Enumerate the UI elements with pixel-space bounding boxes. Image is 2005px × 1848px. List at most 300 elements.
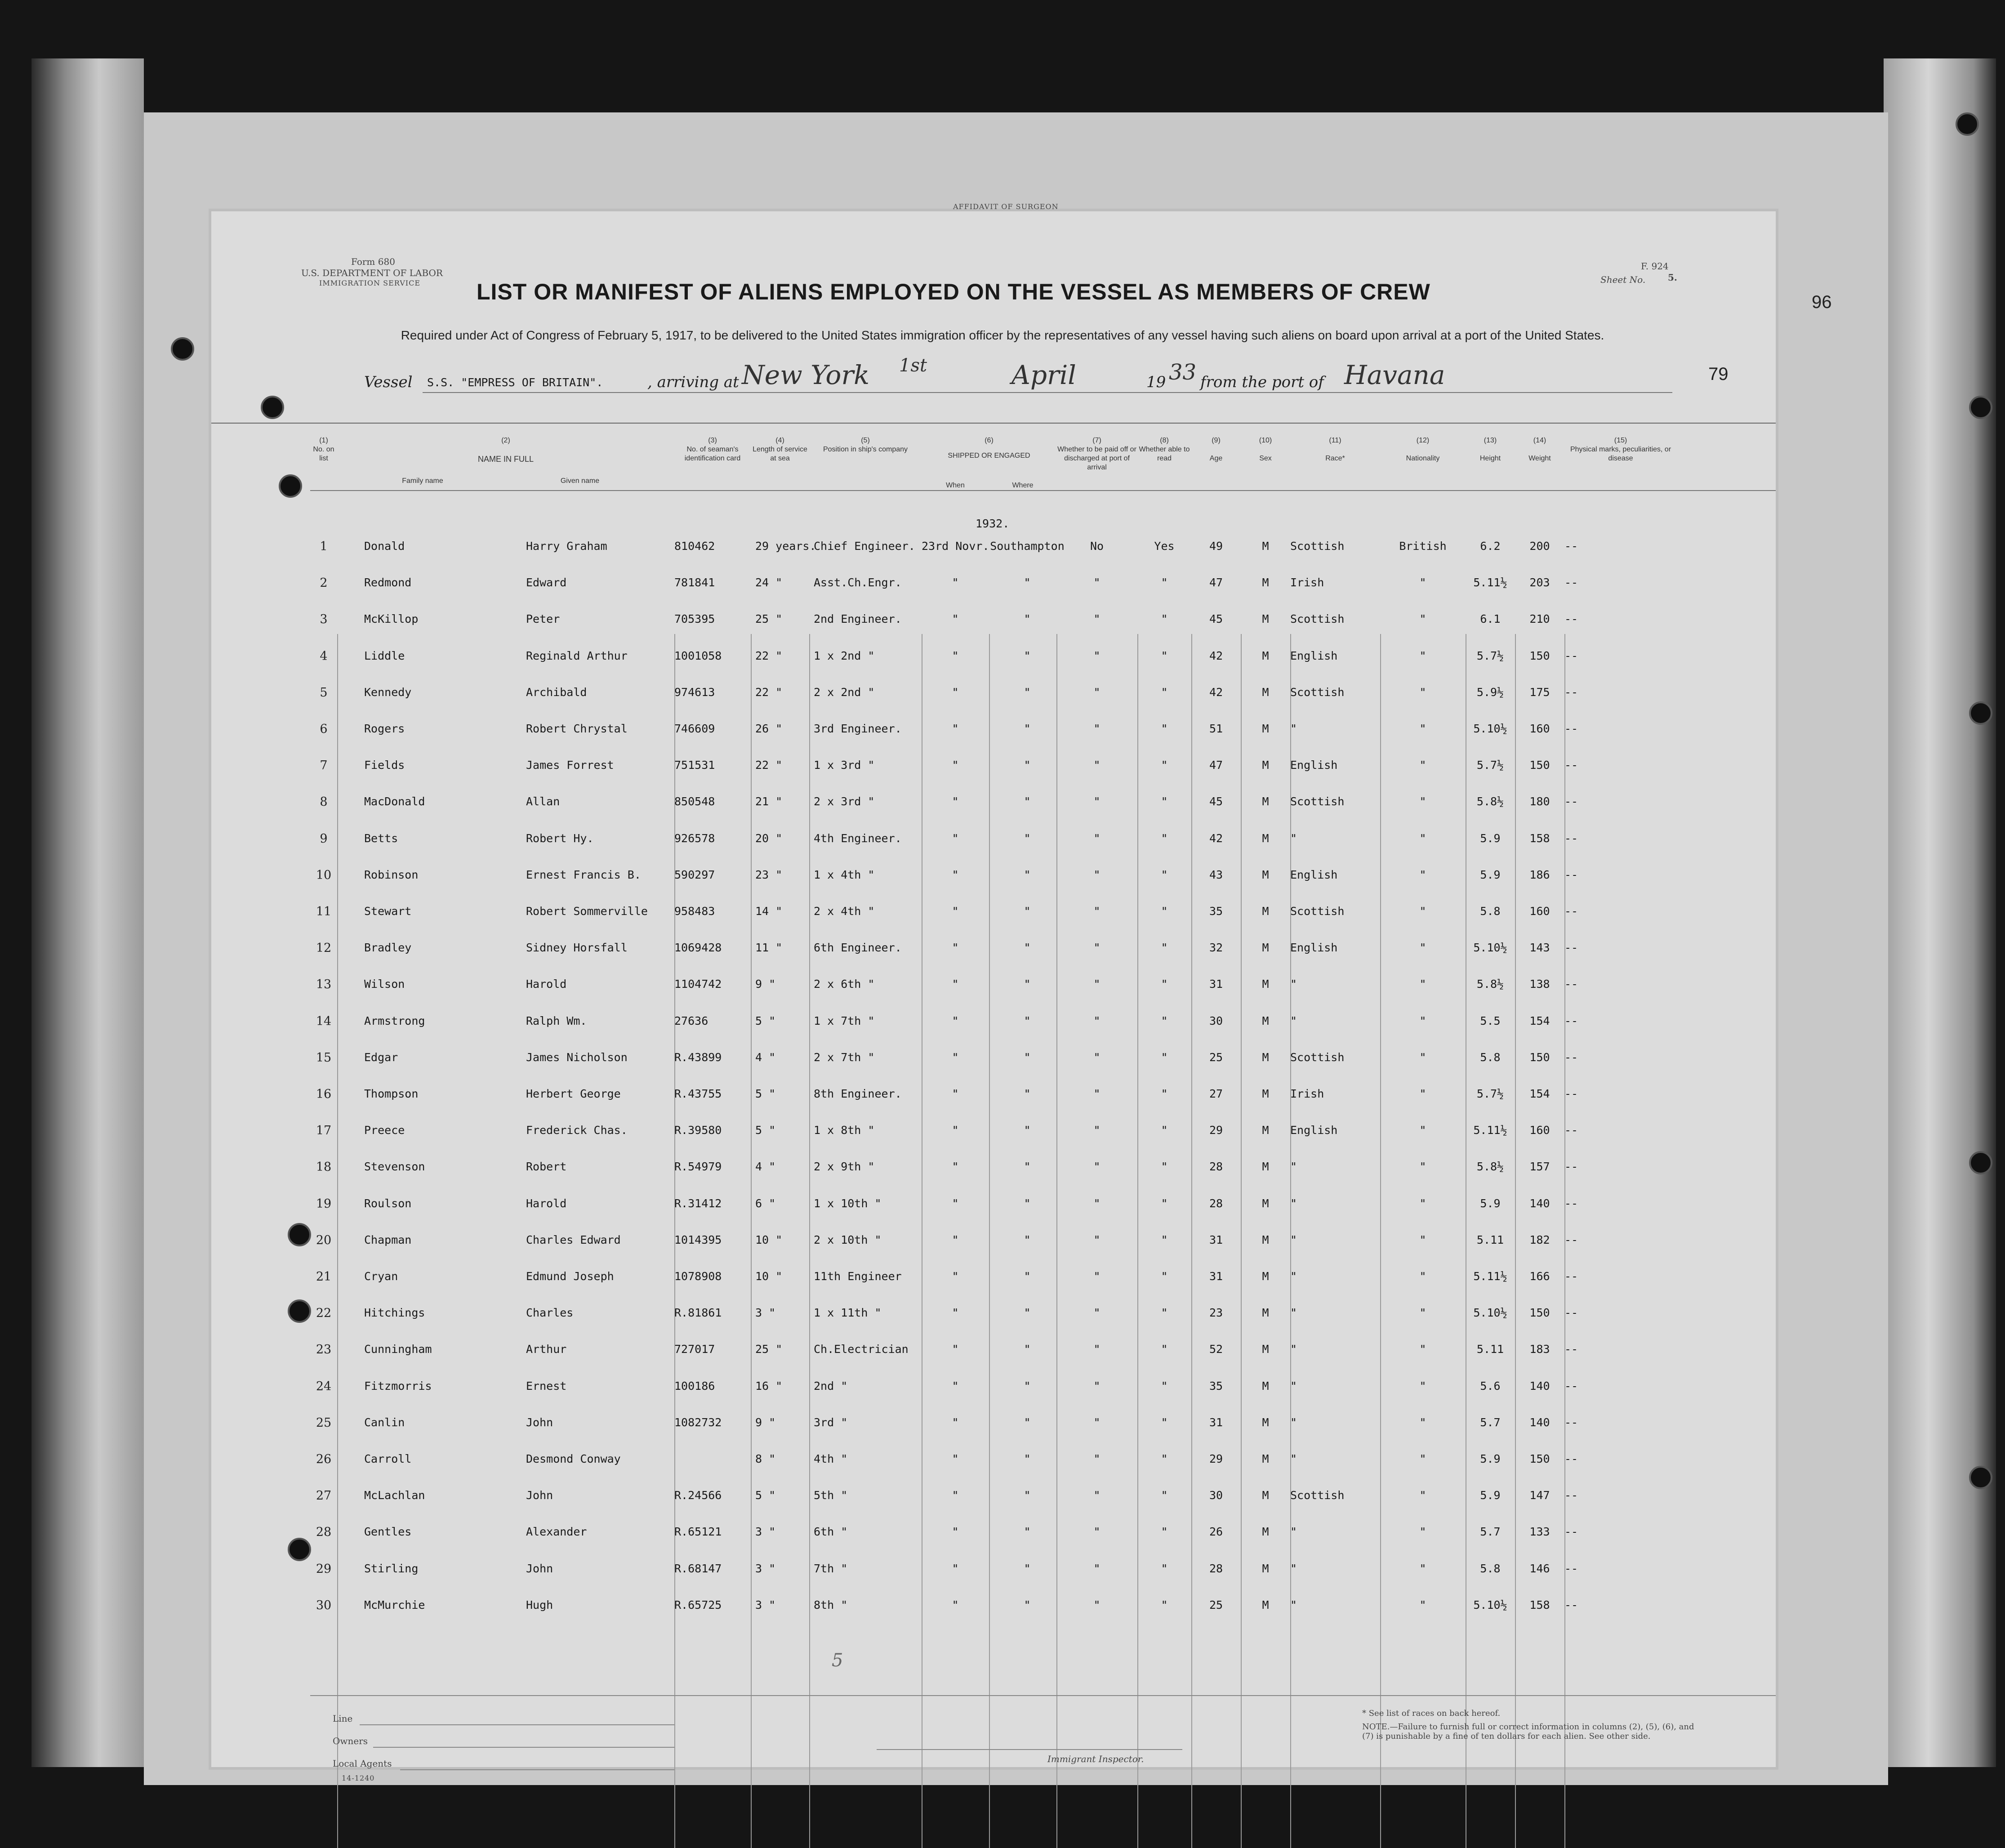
cell-position: 1 x 11th " bbox=[814, 1306, 882, 1320]
cell-race: " bbox=[1290, 1562, 1297, 1575]
cell-given-name: John bbox=[526, 1562, 553, 1575]
table-row bbox=[211, 1521, 1776, 1548]
cell-position: Asst.Ch.Engr. bbox=[814, 576, 902, 589]
cell-sex: M bbox=[1262, 1452, 1269, 1465]
cell-race: " bbox=[1290, 1233, 1297, 1246]
table-row bbox=[211, 1010, 1776, 1037]
cell-weight: 186 bbox=[1529, 868, 1550, 881]
cell-given-name: Harold bbox=[526, 978, 567, 991]
cell-given-name: Reginald Arthur bbox=[526, 649, 628, 662]
cell-physical-marks: -- bbox=[1564, 1160, 1578, 1174]
cell-able-to-read: " bbox=[1161, 978, 1168, 991]
cell-able-to-read: " bbox=[1161, 576, 1168, 589]
footer-agents-label: Local Agents bbox=[333, 1758, 392, 1769]
cell-sex: M bbox=[1262, 759, 1269, 772]
cell-weight: 150 bbox=[1529, 1306, 1550, 1320]
header-rule bbox=[310, 490, 1776, 491]
cell-paid-off: " bbox=[1093, 1415, 1101, 1429]
cell-position: 6th " bbox=[814, 1525, 848, 1539]
cell-service-length: 10 " bbox=[755, 1233, 783, 1246]
table-row bbox=[211, 645, 1776, 672]
cell-family-name: Preece bbox=[364, 1124, 405, 1137]
cell-age: 43 bbox=[1209, 868, 1223, 881]
cell-engaged-when: " bbox=[952, 759, 959, 772]
cell-given-name: Ernest Francis B. bbox=[526, 868, 641, 881]
cell-race: Scottish bbox=[1290, 1050, 1345, 1064]
affidavit-cut-text: AFFIDAVIT OF SURGEON bbox=[953, 202, 1059, 211]
binder-hole bbox=[279, 474, 302, 498]
arrival-day: 1st bbox=[899, 355, 927, 376]
cell-height: 5.7 bbox=[1480, 1525, 1501, 1539]
form-number: Form 680 bbox=[351, 256, 395, 267]
arriving-label: , arriving at bbox=[647, 373, 739, 391]
binder-hole bbox=[261, 396, 284, 419]
cell-able-to-read: " bbox=[1161, 1050, 1168, 1064]
cell-height: 6.1 bbox=[1480, 612, 1501, 626]
hdr-service: (4) Length of service at sea bbox=[753, 437, 807, 462]
hdr-when: When bbox=[946, 482, 965, 489]
cell-age: 45 bbox=[1209, 795, 1223, 808]
cell-nationality: " bbox=[1419, 1525, 1426, 1539]
service: IMMIGRATION SERVICE bbox=[319, 279, 421, 287]
cell-paid-off: " bbox=[1093, 576, 1101, 589]
f-number: F. 924 bbox=[1641, 261, 1669, 272]
cell-engaged-when: " bbox=[952, 685, 959, 699]
cell-height: 5.9½ bbox=[1476, 685, 1504, 699]
hdr-no: (1) No. on list bbox=[313, 437, 334, 462]
cell-family-name: Carroll bbox=[364, 1452, 412, 1465]
cell-family-name: McLachlan bbox=[364, 1489, 425, 1502]
cell-able-to-read: " bbox=[1161, 1160, 1168, 1174]
cell-age: 42 bbox=[1209, 649, 1223, 662]
cell-family-name: MacDonald bbox=[364, 795, 425, 808]
cell-engaged-where: " bbox=[1024, 1452, 1031, 1465]
cell-service-length: 9 " bbox=[755, 978, 776, 991]
table-row bbox=[211, 1375, 1776, 1402]
cell-height: 5.11 bbox=[1476, 1343, 1504, 1356]
cell-service-length: 9 " bbox=[755, 1415, 776, 1429]
cell-weight: 158 bbox=[1529, 831, 1550, 845]
cell-weight: 150 bbox=[1529, 649, 1550, 662]
cell-row-number: 17 bbox=[316, 1124, 332, 1138]
cell-physical-marks: -- bbox=[1564, 540, 1578, 553]
year-note: 1932. bbox=[976, 517, 1010, 530]
cell-row-number: 5 bbox=[320, 685, 328, 700]
cell-service-length: 3 " bbox=[755, 1306, 776, 1320]
cell-id-card: R.39580 bbox=[674, 1124, 722, 1137]
cell-engaged-where: " bbox=[1024, 759, 1031, 772]
cell-physical-marks: -- bbox=[1564, 576, 1578, 589]
cell-nationality: " bbox=[1419, 1160, 1426, 1174]
cell-family-name: Robinson bbox=[364, 868, 419, 881]
cell-age: 47 bbox=[1209, 759, 1223, 772]
cell-id-card: R.54979 bbox=[674, 1160, 722, 1174]
cell-physical-marks: -- bbox=[1564, 759, 1578, 772]
cell-age: 29 bbox=[1209, 1124, 1223, 1137]
cell-position: 2 x 3rd " bbox=[814, 795, 875, 808]
cell-race: English bbox=[1290, 868, 1338, 881]
cell-age: 23 bbox=[1209, 1306, 1223, 1320]
hdr-card: (3) No. of seaman's identification card bbox=[684, 437, 741, 462]
hdr-age: (9) Age bbox=[1209, 437, 1223, 462]
cell-weight: 160 bbox=[1529, 722, 1550, 735]
cell-nationality: " bbox=[1419, 1343, 1426, 1356]
cell-service-length: 25 " bbox=[755, 612, 783, 626]
cell-height: 5.7½ bbox=[1476, 759, 1504, 772]
cell-service-length: 29 years. bbox=[755, 540, 816, 553]
cell-engaged-where: " bbox=[1024, 978, 1031, 991]
cell-engaged-where: " bbox=[1024, 1489, 1031, 1502]
cell-family-name: Cunningham bbox=[364, 1343, 432, 1356]
cell-height: 5.11½ bbox=[1473, 1270, 1507, 1283]
cell-able-to-read: " bbox=[1161, 1014, 1168, 1027]
cell-engaged-where: " bbox=[1024, 1562, 1031, 1575]
cell-nationality: " bbox=[1419, 1379, 1426, 1393]
cell-family-name: Roulson bbox=[364, 1196, 412, 1210]
cell-id-card: 1014395 bbox=[674, 1233, 722, 1246]
cell-able-to-read: " bbox=[1161, 1415, 1168, 1429]
cell-given-name: Harry Graham bbox=[526, 540, 607, 553]
cell-service-length: 3 " bbox=[755, 1598, 776, 1611]
cell-paid-off: " bbox=[1093, 1087, 1101, 1100]
cell-age: 35 bbox=[1209, 1379, 1223, 1393]
cell-engaged-when: " bbox=[952, 831, 959, 845]
page-title: LIST OR MANIFEST OF ALIENS EMPLOYED ON THE VESSEL AS MEMBERS OF CREW bbox=[477, 279, 1430, 304]
cell-id-card: R.31412 bbox=[674, 1196, 722, 1210]
cell-position: 1 x 4th " bbox=[814, 868, 875, 881]
cell-nationality: " bbox=[1419, 941, 1426, 955]
cell-given-name: Robert bbox=[526, 1160, 567, 1174]
cell-height: 5.7 bbox=[1480, 1415, 1501, 1429]
cell-position: 1 x 7th " bbox=[814, 1014, 875, 1027]
table-row bbox=[211, 608, 1776, 635]
cell-able-to-read: " bbox=[1161, 905, 1168, 918]
table-row bbox=[211, 1119, 1776, 1146]
cell-service-length: 14 " bbox=[755, 905, 783, 918]
binder-right bbox=[1884, 58, 1996, 1767]
cell-able-to-read: " bbox=[1161, 1525, 1168, 1539]
cell-id-card: 810462 bbox=[674, 540, 715, 553]
cell-family-name: Betts bbox=[364, 831, 398, 845]
cell-id-card: 751531 bbox=[674, 759, 715, 772]
cell-engaged-when: " bbox=[952, 612, 959, 626]
cell-engaged-where: " bbox=[1024, 1160, 1031, 1174]
cell-sex: M bbox=[1262, 1343, 1269, 1356]
cell-paid-off: " bbox=[1093, 941, 1101, 955]
hdr-shipped: (6) SHIPPED OR ENGAGED bbox=[948, 437, 1030, 460]
cell-race: " bbox=[1290, 1525, 1297, 1539]
cell-engaged-when: " bbox=[952, 978, 959, 991]
cell-service-length: 24 " bbox=[755, 576, 783, 589]
cell-sex: M bbox=[1262, 868, 1269, 881]
cell-service-length: 22 " bbox=[755, 759, 783, 772]
cell-paid-off: " bbox=[1093, 1598, 1101, 1611]
cell-able-to-read: " bbox=[1161, 1452, 1168, 1465]
cell-position: 5th " bbox=[814, 1489, 848, 1502]
cell-nationality: " bbox=[1419, 1270, 1426, 1283]
cell-service-length: 6 " bbox=[755, 1196, 776, 1210]
cell-weight: 154 bbox=[1529, 1014, 1550, 1027]
cell-nationality: " bbox=[1419, 978, 1426, 991]
manifest-page bbox=[211, 202, 1832, 1782]
cell-paid-off: " bbox=[1093, 612, 1101, 626]
cell-service-length: 21 " bbox=[755, 795, 783, 808]
table-row bbox=[211, 1448, 1776, 1475]
cell-paid-off: " bbox=[1093, 1343, 1101, 1356]
cell-height: 5.8½ bbox=[1476, 1160, 1504, 1174]
hdr-physical: (15) Physical marks, peculiarities, or disease bbox=[1570, 437, 1671, 462]
table-row bbox=[211, 1083, 1776, 1110]
binder-left bbox=[31, 58, 144, 1767]
table-row bbox=[211, 1046, 1776, 1073]
cell-engaged-where: Southampton bbox=[990, 540, 1065, 553]
cell-position: 8th " bbox=[814, 1598, 848, 1611]
cell-position: 11th Engineer bbox=[814, 1270, 902, 1283]
table-row bbox=[211, 571, 1776, 598]
cell-weight: 138 bbox=[1529, 978, 1550, 991]
cell-position: 2 x 6th " bbox=[814, 978, 875, 991]
cell-engaged-when: " bbox=[952, 941, 959, 955]
cell-id-card: 705395 bbox=[674, 612, 715, 626]
cell-sex: M bbox=[1262, 1270, 1269, 1283]
cell-position: 1 x 3rd " bbox=[814, 759, 875, 772]
cell-row-number: 30 bbox=[316, 1598, 332, 1612]
cell-given-name: Charles bbox=[526, 1306, 574, 1320]
cell-able-to-read: " bbox=[1161, 795, 1168, 808]
cell-service-length: 4 " bbox=[755, 1050, 776, 1064]
cell-family-name: Bradley bbox=[364, 941, 412, 955]
cell-engaged-where: " bbox=[1024, 905, 1031, 918]
cell-engaged-where: " bbox=[1024, 1598, 1031, 1611]
cell-physical-marks: -- bbox=[1564, 612, 1578, 626]
table-row bbox=[211, 900, 1776, 927]
cell-physical-marks: -- bbox=[1564, 1124, 1578, 1137]
table-row bbox=[211, 1338, 1776, 1365]
cell-position: 2 x 2nd " bbox=[814, 685, 875, 699]
cell-given-name: Sidney Horsfall bbox=[526, 941, 628, 955]
table-row bbox=[211, 681, 1776, 708]
hdr-where: Where bbox=[1012, 482, 1034, 489]
cell-able-to-read: Yes bbox=[1154, 540, 1175, 553]
cell-given-name: Arthur bbox=[526, 1343, 567, 1356]
cell-nationality: " bbox=[1419, 905, 1426, 918]
cell-height: 5.8 bbox=[1480, 1562, 1501, 1575]
cell-sex: M bbox=[1262, 978, 1269, 991]
cell-engaged-where: " bbox=[1024, 1306, 1031, 1320]
cell-able-to-read: " bbox=[1161, 722, 1168, 735]
cell-physical-marks: -- bbox=[1564, 1014, 1578, 1027]
cell-row-number: 16 bbox=[316, 1087, 332, 1101]
cell-row-number: 18 bbox=[316, 1160, 332, 1174]
cell-id-card: 27636 bbox=[674, 1014, 708, 1027]
cell-age: 31 bbox=[1209, 1233, 1223, 1246]
table-row bbox=[211, 1192, 1776, 1219]
cell-id-card: 1001058 bbox=[674, 649, 722, 662]
cell-able-to-read: " bbox=[1161, 1196, 1168, 1210]
cell-able-to-read: " bbox=[1161, 1489, 1168, 1502]
cell-row-number: 21 bbox=[316, 1270, 332, 1284]
cell-physical-marks: -- bbox=[1564, 1489, 1578, 1502]
cell-age: 28 bbox=[1209, 1196, 1223, 1210]
cell-nationality: " bbox=[1419, 795, 1426, 808]
cell-height: 5.11½ bbox=[1473, 1124, 1507, 1137]
cell-id-card: 926578 bbox=[674, 831, 715, 845]
cell-weight: 150 bbox=[1529, 1452, 1550, 1465]
cell-family-name: Stewart bbox=[364, 905, 412, 918]
cell-paid-off: " bbox=[1093, 1379, 1101, 1393]
cell-height: 5.11½ bbox=[1473, 576, 1507, 589]
cell-nationality: " bbox=[1419, 1014, 1426, 1027]
cell-race: " bbox=[1290, 1379, 1297, 1393]
cell-service-length: 10 " bbox=[755, 1270, 783, 1283]
table-row bbox=[211, 1594, 1776, 1621]
cell-physical-marks: -- bbox=[1564, 1525, 1578, 1539]
cell-engaged-where: " bbox=[1024, 1050, 1031, 1064]
cell-able-to-read: " bbox=[1161, 612, 1168, 626]
cell-engaged-where: " bbox=[1024, 1233, 1031, 1246]
cell-service-length: 8 " bbox=[755, 1452, 776, 1465]
cell-physical-marks: -- bbox=[1564, 1306, 1578, 1320]
binder-hole bbox=[1956, 112, 1979, 136]
cell-engaged-where: " bbox=[1024, 1196, 1031, 1210]
cell-race: Scottish bbox=[1290, 905, 1345, 918]
cell-id-card: 850548 bbox=[674, 795, 715, 808]
races-note: * See list of races on back hereof. bbox=[1362, 1709, 1501, 1718]
cell-family-name: Stirling bbox=[364, 1562, 419, 1575]
cell-age: 29 bbox=[1209, 1452, 1223, 1465]
cell-service-length: 3 " bbox=[755, 1562, 776, 1575]
table-row bbox=[211, 864, 1776, 891]
cell-id-card: R.68147 bbox=[674, 1562, 722, 1575]
cell-age: 42 bbox=[1209, 831, 1223, 845]
cell-nationality: " bbox=[1419, 1087, 1426, 1100]
fine-note: NOTE.—Failure to furnish full or correct information in columns (2), (5), (6), and (7) is punishable by a fine of ten dollars for each alien. See other side. bbox=[1362, 1722, 1694, 1741]
cell-row-number: 26 bbox=[316, 1452, 332, 1466]
cell-id-card: R.81861 bbox=[674, 1306, 722, 1320]
cell-engaged-where: " bbox=[1024, 612, 1031, 626]
cell-id-card: 781841 bbox=[674, 576, 715, 589]
cell-physical-marks: -- bbox=[1564, 1452, 1578, 1465]
cell-row-number: 27 bbox=[316, 1489, 332, 1503]
cell-engaged-where: " bbox=[1024, 941, 1031, 955]
cell-height: 5.10½ bbox=[1473, 1306, 1507, 1320]
cell-sex: M bbox=[1262, 1233, 1269, 1246]
cell-nationality: " bbox=[1419, 1415, 1426, 1429]
cell-position: Chief Engineer. bbox=[814, 540, 915, 553]
cell-id-card: 974613 bbox=[674, 685, 715, 699]
cell-sex: M bbox=[1262, 722, 1269, 735]
cell-given-name: John bbox=[526, 1415, 553, 1429]
cell-row-number: 9 bbox=[320, 831, 328, 846]
cell-race: " bbox=[1290, 1452, 1297, 1465]
cell-age: 25 bbox=[1209, 1598, 1223, 1611]
table-row bbox=[211, 1411, 1776, 1438]
cell-physical-marks: -- bbox=[1564, 795, 1578, 808]
cell-height: 5.7½ bbox=[1476, 649, 1504, 662]
cell-engaged-when: " bbox=[952, 1270, 959, 1283]
cell-given-name: Robert Sommerville bbox=[526, 905, 648, 918]
cell-weight: 158 bbox=[1529, 1598, 1550, 1611]
cell-service-length: 11 " bbox=[755, 941, 783, 955]
hdr-family: Family name bbox=[402, 477, 443, 485]
cell-nationality: " bbox=[1419, 1050, 1426, 1064]
cell-row-number: 15 bbox=[316, 1050, 332, 1065]
cell-engaged-when: " bbox=[952, 649, 959, 662]
cell-engaged-where: " bbox=[1024, 685, 1031, 699]
cell-height: 5.9 bbox=[1480, 1452, 1501, 1465]
vessel-label: Vessel bbox=[364, 373, 413, 391]
cell-nationality: " bbox=[1419, 649, 1426, 662]
cell-engaged-when: " bbox=[952, 1525, 959, 1539]
cell-given-name: Desmond Conway bbox=[526, 1452, 621, 1465]
binder-hole bbox=[288, 1538, 311, 1561]
cell-sex: M bbox=[1262, 1598, 1269, 1611]
cell-nationality: " bbox=[1419, 1562, 1426, 1575]
cell-paid-off: " bbox=[1093, 1452, 1101, 1465]
cell-nationality: " bbox=[1419, 1489, 1426, 1502]
cell-engaged-when: " bbox=[952, 1087, 959, 1100]
hdr-weight: (14) Weight bbox=[1528, 437, 1551, 462]
from-port: Havana bbox=[1344, 360, 1445, 390]
cell-height: 5.9 bbox=[1480, 1196, 1501, 1210]
cell-row-number: 24 bbox=[316, 1379, 332, 1393]
line-underline bbox=[360, 1724, 674, 1725]
cell-age: 42 bbox=[1209, 685, 1223, 699]
cell-paid-off: " bbox=[1093, 868, 1101, 881]
cell-sex: M bbox=[1262, 1415, 1269, 1429]
cell-physical-marks: -- bbox=[1564, 868, 1578, 881]
cell-given-name: Frederick Chas. bbox=[526, 1124, 628, 1137]
cell-physical-marks: -- bbox=[1564, 978, 1578, 991]
cell-engaged-when: " bbox=[952, 1306, 959, 1320]
cell-service-length: 25 " bbox=[755, 1343, 783, 1356]
cell-service-length: 16 " bbox=[755, 1379, 783, 1393]
cell-paid-off: " bbox=[1093, 649, 1101, 662]
cell-able-to-read: " bbox=[1161, 941, 1168, 955]
cell-nationality: " bbox=[1419, 576, 1426, 589]
cell-paid-off: " bbox=[1093, 1160, 1101, 1174]
cell-row-number: 25 bbox=[316, 1415, 332, 1430]
cell-service-length: 20 " bbox=[755, 831, 783, 845]
cell-row-number: 1 bbox=[320, 540, 328, 554]
from-port-label: from the port of bbox=[1200, 373, 1324, 391]
cell-service-length: 5 " bbox=[755, 1124, 776, 1137]
cell-able-to-read: " bbox=[1161, 868, 1168, 881]
cell-able-to-read: " bbox=[1161, 831, 1168, 845]
cell-race: Scottish bbox=[1290, 612, 1345, 626]
stamp-number: 96 bbox=[1812, 292, 1832, 312]
cell-row-number: 12 bbox=[316, 941, 332, 955]
binder-hole bbox=[1969, 396, 1992, 419]
binder-hole bbox=[1969, 1466, 1992, 1489]
cell-sex: M bbox=[1262, 649, 1269, 662]
cell-physical-marks: -- bbox=[1564, 1562, 1578, 1575]
cell-paid-off: " bbox=[1093, 1233, 1101, 1246]
cell-given-name: Ralph Wm. bbox=[526, 1014, 587, 1027]
cell-engaged-where: " bbox=[1024, 1124, 1031, 1137]
cell-row-number: 7 bbox=[320, 759, 328, 773]
cell-row-number: 13 bbox=[316, 978, 332, 992]
cell-given-name: Edmund Joseph bbox=[526, 1270, 614, 1283]
cell-engaged-when: 23rd Novr. bbox=[922, 540, 989, 553]
cell-position: 4th " bbox=[814, 1452, 848, 1465]
cell-height: 5.10½ bbox=[1473, 941, 1507, 955]
cell-height: 5.10½ bbox=[1473, 722, 1507, 735]
cell-sex: M bbox=[1262, 795, 1269, 808]
cell-physical-marks: -- bbox=[1564, 685, 1578, 699]
cell-family-name: Kennedy bbox=[364, 685, 412, 699]
cell-position: 2nd Engineer. bbox=[814, 612, 902, 626]
